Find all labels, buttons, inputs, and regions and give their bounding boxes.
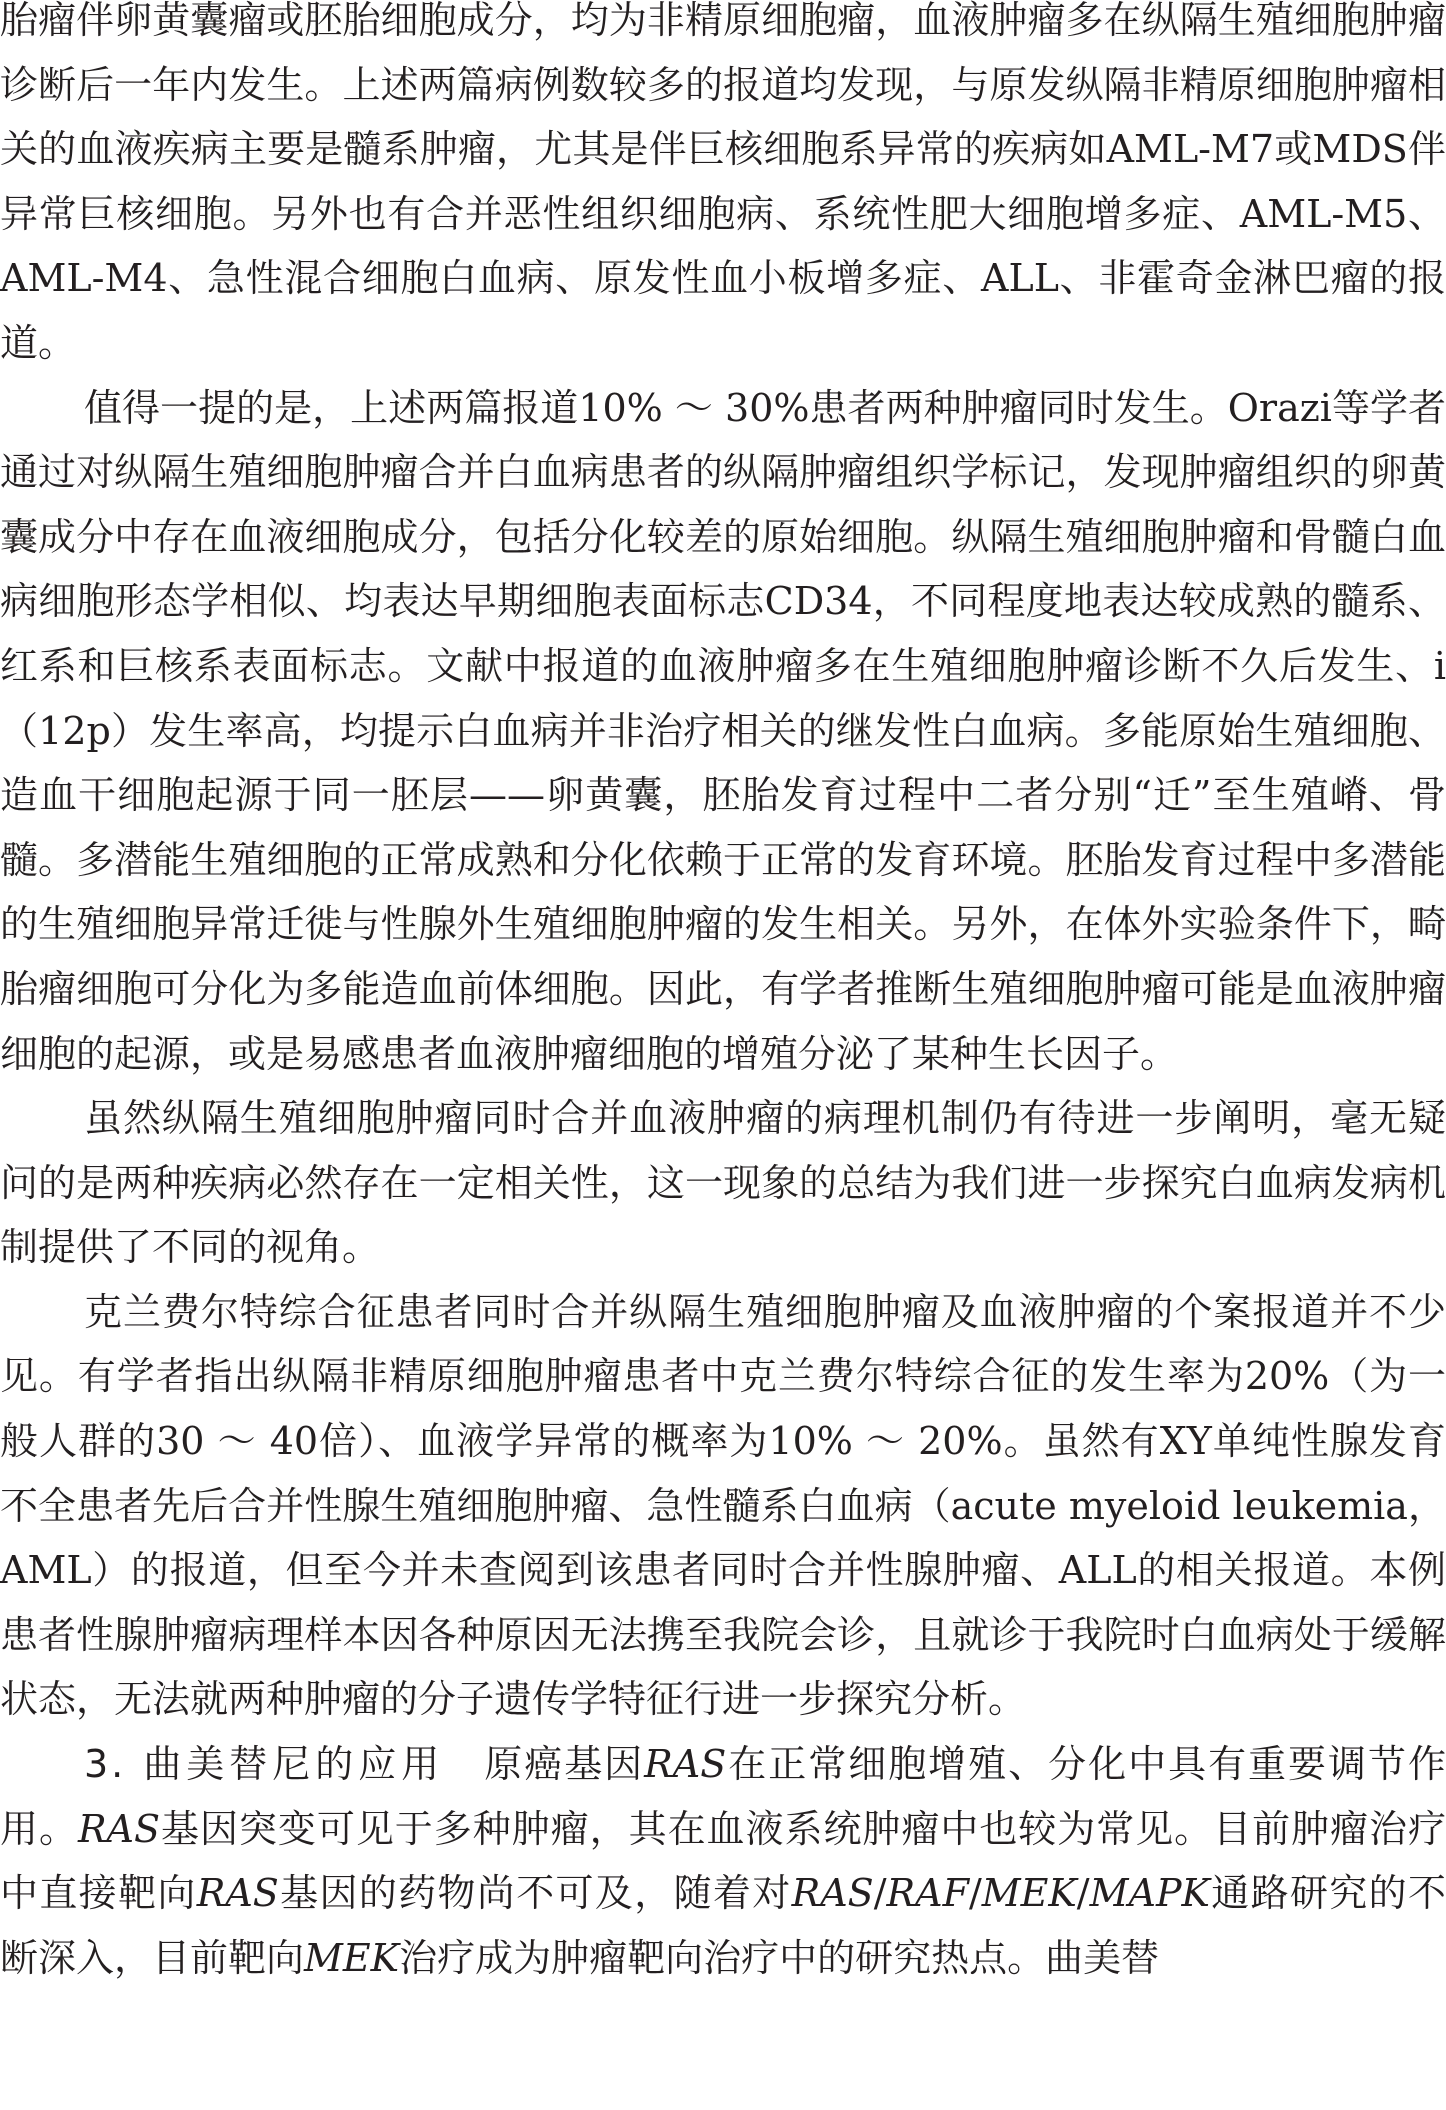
separator: / <box>873 1871 887 1916</box>
text-run: 在正常细胞增殖、分化中具有重要调节作用。 <box>0 1742 1446 1851</box>
text-run: 基因的药物尚不可及，随着对 <box>278 1871 792 1916</box>
gene-name: RAS <box>196 1871 279 1916</box>
gene-name: MAPK <box>1089 1871 1210 1916</box>
section-heading: 3. 曲美替尼的应用 <box>84 1742 445 1787</box>
gene-name: RAS <box>791 1871 874 1916</box>
text-run: 治疗成为肿瘤靶向治疗中的研究热点。曲美替 <box>399 1935 1160 1980</box>
paragraph-5 <box>0 1732 1446 1990</box>
paragraph-1: 胎瘤伴卵黄囊瘤或胚胎细胞成分，均为非精原细胞瘤，血液肿瘤多在纵隔生殖细胞肿瘤诊断后一年内发生。上述两篇病例数较多的报道均发现，与原发纵隔非精原细胞肿瘤相关的血液疾病主要是髓系肿瘤，尤其是伴巨核细胞系异常的疾病如AML-M7或MDS伴异常巨核细胞。另外也有合并恶性组织细胞病、系统性肥大细胞增多症、AML-M5、AML-M4、急性混合细胞白血病、原发性血小板增多症、ALL、非霍奇金淋巴瘤的报道。 <box>0 0 1446 365</box>
paragraph-3: 虽然纵隔生殖细胞肿瘤同时合并血液肿瘤的病理机制仍有待进一步阐明，毫无疑问的是两种疾病必然存在一定相关性，这一现象的总结为我们进一步探究白血病发病机制提供了不同的视角。 <box>0 1096 1446 1270</box>
text-run: 基因突变可见于多种肿瘤，其在血液系统肿瘤中也较为常见。目前肿瘤治疗中直接靶向 <box>0 1806 1446 1916</box>
gene-name: RAS <box>77 1806 161 1851</box>
gene-name: RAF <box>886 1871 969 1916</box>
paragraph-4: 克兰费尔特综合征患者同时合并纵隔生殖细胞肿瘤及血液肿瘤的个案报道并不少见。有学者指出纵隔非精原细胞肿瘤患者中克兰费尔特综合征的发生率为20%（为一般人群的30 ～ 40倍）、血液学异常的概率为10% ～ 20%。虽然有XY单纯性腺发育不全患者先后合并性腺生殖细胞肿瘤、急性髓系白血病（acute myeloid leukemia，AML）的报道，但至今并未查阅到该患者同时合并性腺肿瘤、ALL的相关报道。本例患者性腺肿瘤病理样本因各种原因无法携至我院会诊，且就诊于我院时白血病处于缓解状态，无法就两种肿瘤的分子遗传学特征行进一步探究分析。 <box>0 1289 1446 1722</box>
text-run: 原癌基因 <box>484 1742 645 1787</box>
paragraph-2: 值得一提的是，上述两篇报道10% ～ 30%患者两种肿瘤同时发生。Orazi等学者通过对纵隔生殖细胞肿瘤合并白血病患者的纵隔肿瘤组织学标记，发现肿瘤组织的卵黄囊成分中存在血液细胞成分，包括分化较差的原始细胞。纵隔生殖细胞肿瘤和骨髓白血病细胞形态学相似、均表达早期细胞表面标志CD34，不同程度地表达较成熟的髓系、红系和巨核系表面标志。文献中报道的血液肿瘤多在生殖细胞肿瘤诊断不久后发生、i（12p）发生率高，均提示白血病并非治疗相关的继发性白血病。多能原始生殖细胞、造血干细胞起源于同一胚层——卵黄囊，胚胎发育过程中二者分别“迁”至生殖嵴、骨髓。多潜能生殖细胞的正常成熟和分化依赖于正常的发育环境。胚胎发育过程中多潜能的生殖细胞异常迁徙与性腺外生殖细胞肿瘤的发生相关。另外，在体外实验条件下，畸胎瘤细胞可分化为多能造血前体细胞。因此，有学者推断生殖细胞肿瘤可能是血液肿瘤细胞的起源，或是易感患者血液肿瘤细胞的增殖分泌了某种生长因子。 <box>0 385 1446 1076</box>
gene-name: RAS <box>644 1742 727 1787</box>
text-run: 通路研究的不断深入，目前靶向 <box>0 1871 1446 1980</box>
separator: / <box>1076 1871 1090 1916</box>
gene-name: MEK <box>304 1935 400 1980</box>
gene-name: MEK <box>981 1871 1077 1916</box>
separator: / <box>968 1871 982 1916</box>
